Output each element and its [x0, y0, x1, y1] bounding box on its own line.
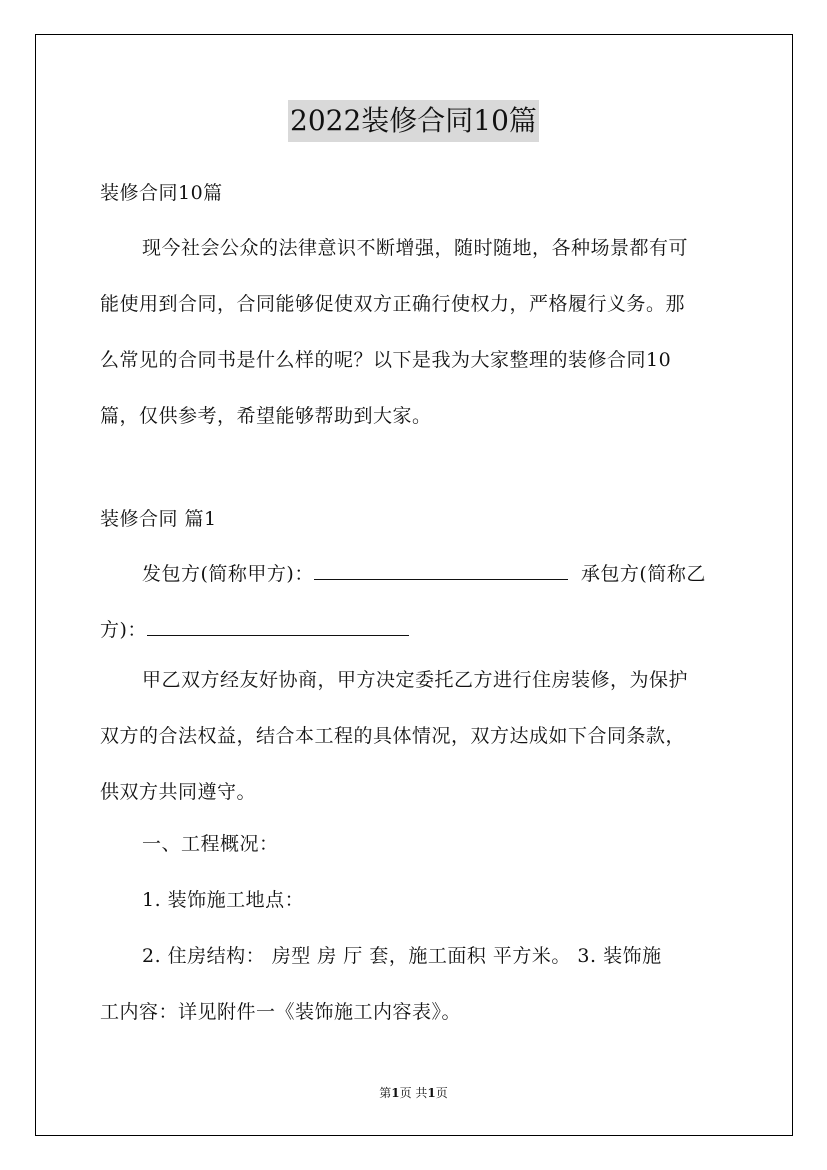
party-b-label-cont: 方)： [100, 619, 147, 641]
party-a-label: 发包方(简称甲方)： [142, 563, 314, 585]
footer-page-suffix: 页 [435, 1086, 448, 1100]
party-b-blank [147, 615, 409, 636]
clause-heading: 一、工程概况： [142, 833, 279, 855]
footer-page-total: 1 [427, 1086, 436, 1100]
party-a-blank [314, 559, 568, 580]
clause-2-line: 工内容：详见附件一《装饰施工内容表》。 [100, 1001, 462, 1023]
agreement-line: 双方的合法权益，结合本工程的具体情况，双方达成如下合同条款， [100, 725, 686, 747]
intro-line: 能使用到合同，合同能够促使双方正确行使权力，严格履行义务。那 [100, 293, 686, 315]
page-footer [0, 1084, 827, 1101]
title-container [0, 100, 827, 142]
intro-line: 现今社会公众的法律意识不断增强，随时随地，各种场景都有可 [142, 237, 689, 259]
clause-1: 1. 装饰施工地点： [142, 889, 305, 911]
document-subtitle: 装修合同10篇 [100, 182, 223, 204]
agreement-paragraph [100, 652, 728, 820]
footer-page-prefix: 第 [379, 1086, 392, 1100]
party-line [100, 546, 728, 602]
party-line [100, 602, 728, 658]
section-heading: 装修合同 篇1 [100, 508, 217, 530]
party-b-label: 承包方(简称乙 [580, 563, 706, 585]
intro-line: 篇，仅供参考，希望能够帮助到大家。 [100, 405, 432, 427]
footer-page-num: 1 [391, 1086, 400, 1100]
clause-2-line: 2. 住房结构： 房型 房 厅 套，施工面积 平方米。 3. 装饰施 [142, 945, 662, 967]
document-title: 2022装修合同10篇 [288, 100, 539, 142]
clauses-block [100, 816, 728, 1040]
footer-page-mid: 页 共 [399, 1086, 428, 1100]
intro-line: 么常见的合同书是什么样的呢？以下是我为大家整理的装修合同10 [100, 349, 672, 371]
parties-paragraph [100, 546, 728, 658]
intro-paragraph [100, 220, 728, 444]
agreement-line: 甲乙双方经友好协商，甲方决定委托乙方进行住房装修，为保护 [142, 669, 689, 691]
agreement-line: 供双方共同遵守。 [100, 781, 257, 803]
